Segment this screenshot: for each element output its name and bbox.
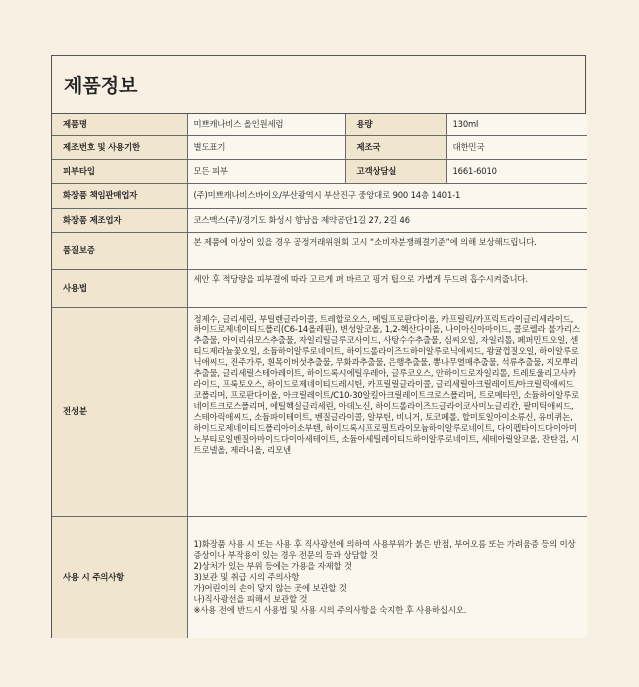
caution-line: 가)어린이의 손이 닿지 않는 곳에 보관할 것 bbox=[193, 582, 347, 593]
capacity-value: 130ml bbox=[446, 114, 587, 135]
seller-label: 화장품 책임판매업자 bbox=[52, 183, 187, 208]
ingredients-label: 전성분 bbox=[52, 307, 187, 516]
seller-value: (주)미쁘캐나비스바이오/부산광역시 부산진구 중앙대로 900 14층 1401-1 bbox=[187, 183, 587, 208]
ingredients-value: 정제수, 글리세린, 부틸렌글라이콜, 트레할로오스, 메틸프로판다이올, 카프릴릭/카프릭트라이글리세라이드,하이드로제네이티드폴리(C6-14올레핀), 변성알코올, 1,2-헥산다이올, 나이아신아마이드, 콜로렐라 불가리스추출물, 아이리쉬모스추출물, 자일리틸글루코사이드, 사탕수수추출물, 심씨오일, 자일리톨, 페퍼민트오일, 센티드제라늄꽃오일, 소듐하이알루로네이트, 하이드롤라이즈드하이알루로닉애씨드, 왕귤껍질오일, 하이알루로닉애씨드, 진주가루, 흰목이버섯추출물, 무화과추출물, 은행추출물, 뽕나무열매추출물, 석류추출물, 지모뿌리추출물, 글리세릴스테아레이트, 하이드록시에틸우레아, 글루코오스, 안하이드로자일리톨, 트레토울리고사카라이드, 프룩토오스, 하이드로제네이티드레시틴, 카프릴릴글라이콜, 글리세릴아크릴레이트/아크릴릭애씨드코폴리머, 프로판다이올, 아크릴레이트/C10-30알킬아크릴레이트크로스폴리머, 트로메타민, 소듐하이알루로네이트크로스폴리머, 에틸헥실글리세린, 아데노신, 하이드롤라이즈드글라이코사미노글리칸, 팔미틱애씨드, 스테아릭애씨드, 소듐파이테이트, 벤질글라이콜, 알부틴, 비니거, 토코페롤, 할미토일아이소류신, 유비퀴논, 하이드로제네이티드폴리아이소부텐, 하이드록시프로필트라이모늄하이알루로네이트, 다이펩타이드다이아미노부티로일벤질아마이드다이아세테이트, 소듐아세틸레이티드하이알루로네이트, 세테아릴알코올, 잔탄검, 시트로넬올, 제라니올, 리모넨 bbox=[187, 307, 587, 516]
table-row-seller bbox=[52, 183, 587, 208]
lot-expiry-label: 제조번호 및 사용기한 bbox=[52, 135, 187, 159]
origin-label: 제조국 bbox=[345, 135, 446, 159]
lot-expiry-value: 별도표기 bbox=[187, 135, 345, 159]
warranty-value: 본 제품에 이상이 있을 경우 공정거래위원회 고시 “소비자분쟁해결기준”에 의해 보상해드립니다. bbox=[187, 232, 587, 269]
customer-center-label: 고객상담실 bbox=[345, 159, 446, 183]
caution-line: 나)직사광선을 피해서 보관할 것 bbox=[193, 593, 308, 604]
skin-type-value: 모든 피부 bbox=[187, 159, 345, 183]
caution-line: 3)보관 및 취급 시의 주의사항 bbox=[193, 571, 300, 582]
caution-line: 1)화장품 사용 시 또는 사용 후 직사광선에 의하여 사용부위가 붉은 반점, 부어오름 또는 가려움증 등의 이상 증상이나 부작용이 있는 경우 전문의 등과 상담할 것 bbox=[193, 539, 576, 560]
warranty-label: 품질보증 bbox=[52, 232, 187, 269]
table-row-lot-expiry bbox=[52, 135, 587, 159]
table-row-caution bbox=[52, 516, 587, 638]
origin-value: 대한민국 bbox=[446, 135, 587, 159]
skin-type-label: 피부타입 bbox=[52, 159, 187, 183]
table-row-warranty bbox=[52, 232, 587, 269]
usage-value: 세안 후 적당량을 피부결에 따라 고르게 펴 바르고 핑거 팁으로 가볍게 두드려 흡수시켜줍니다. bbox=[187, 269, 587, 307]
caution-value bbox=[187, 516, 587, 638]
product-info-sheet bbox=[51, 55, 586, 638]
table-row-ingredients bbox=[52, 307, 587, 516]
capacity-label: 용량 bbox=[345, 114, 446, 135]
table-row-manufacturer bbox=[52, 208, 587, 232]
manufacturer-value: 코스맥스(주)/경기도 화성시 향남읍 제약공단1길 27, 2길 46 bbox=[187, 208, 587, 232]
caution-line: 2)상처가 있는 부위 등에는 가용을 자제할 것 bbox=[193, 560, 352, 571]
product-name-label: 제품명 bbox=[52, 114, 187, 135]
product-name-value: 미쁘캐나비스 올인원세럼 bbox=[187, 114, 345, 135]
manufacturer-label: 화장품 제조업자 bbox=[52, 208, 187, 232]
product-info-table bbox=[52, 114, 587, 638]
usage-label: 사용법 bbox=[52, 269, 187, 307]
customer-center-value: 1661-6010 bbox=[446, 159, 587, 183]
table-row-skin-type bbox=[52, 159, 587, 183]
page-title: 제품정보 bbox=[52, 56, 585, 114]
table-row-usage bbox=[52, 269, 587, 307]
caution-label: 사용 시 주의사항 bbox=[52, 516, 187, 638]
table-row-product-name bbox=[52, 114, 587, 135]
caution-line: ※사용 전에 반드시 사용법 및 사용 시의 주의사항을 숙지한 후 사용하십시오. bbox=[193, 604, 467, 615]
